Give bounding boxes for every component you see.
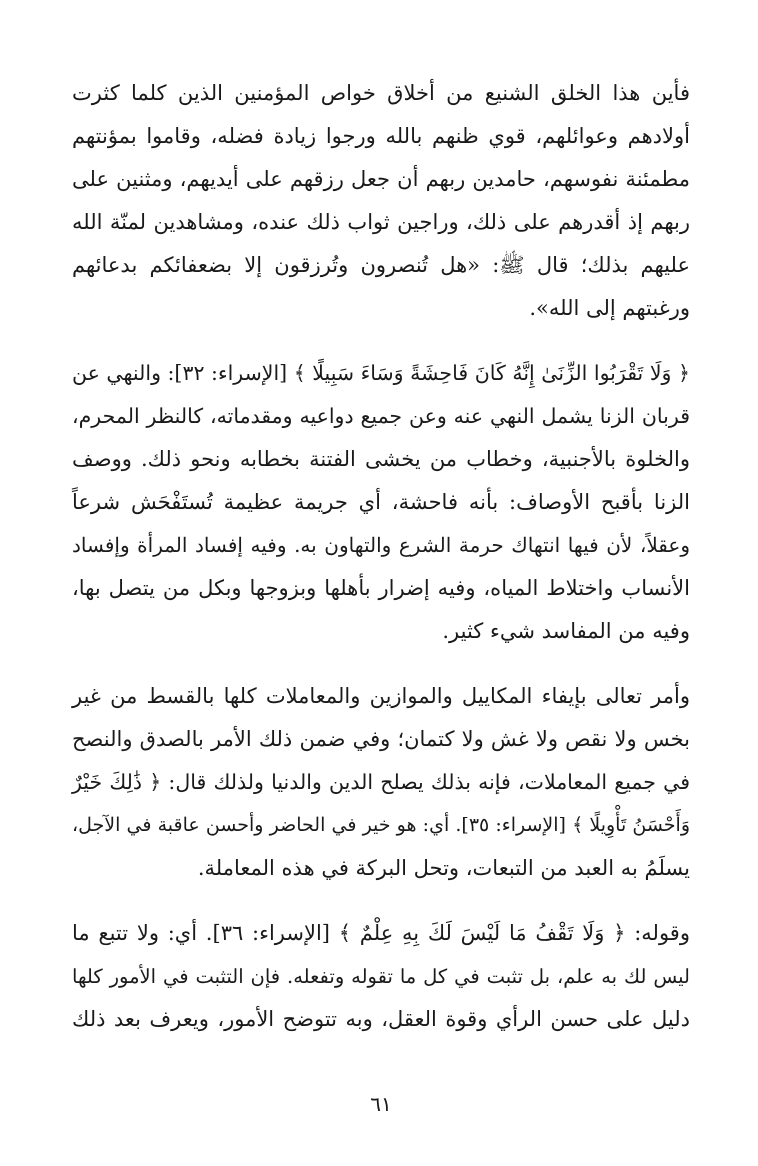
text-line: ليس لك به علم، بل تثبت في كل ما تقوله وتفعله. فإن التثبت في الأمور كلها	[72, 965, 690, 988]
text-line: الأنساب واختلاط المياه، وفيه إضرار بأهلها وبزوجها وبكل من يتصل بها،	[72, 576, 690, 600]
text-line: وعقلاً، لأن فيها انتهاك حرمة الشرع والتهاون به. وفيه إفساد المرأة وإفساد	[72, 533, 690, 557]
text-line: يسلَمُ به العبد من التبعات، وتحل البركة في هذه المعاملة.	[197, 856, 690, 880]
text-line: ﴿ وَلَا تَقْرَبُوا الزِّنَىٰ إِنَّهُ كَانَ فَاحِشَةً وَسَاءَ سَبِيلًا ﴾ [الإسراء: ٣٢]: والنهي عن	[72, 361, 690, 385]
text-line: والخلوة بالأجنبية، وخطاب من يخشى الفتنة بخطابه ونحو ذلك. ووصف	[72, 447, 690, 471]
text-line: وأمر تعالى بإيفاء المكاييل والموازين والمعاملات كلها بالقسط من غير	[72, 684, 690, 708]
paragraph-1	[72, 72, 690, 330]
paragraph-3	[72, 675, 690, 890]
page	[72, 72, 690, 1152]
text-line: بخس ولا نقص ولا غش ولا كتمان؛ وفي ضمن ذلك الأمر بالصدق والنصح	[72, 727, 690, 751]
text-line: وقوله: ﴿ وَلَا تَقْفُ مَا لَيْسَ لَكَ بِهِ عِلْمٌ ﴾ [الإسراء: ٣٦]. أي: ولا تتبع ما	[72, 921, 690, 945]
text-line: ربهم إذ أقدرهم على ذلك، وراجين ثواب ذلك عنده، ومشاهدين لمنّة الله	[72, 210, 690, 234]
text-line: قربان الزنا يشمل النهي عنه وعن جميع دواعيه ومقدماته، كالنظر المحرم،	[72, 404, 690, 428]
paragraph-2	[72, 352, 690, 653]
paragraph-4	[72, 912, 690, 1041]
text-line: فأين هذا الخلق الشنيع من أخلاق خواص المؤمنين الذين كلما كثرت	[72, 81, 690, 105]
text-line: مطمئنة نفوسهم، حامدين ربهم أن جعل رزقهم على أيديهم، ومثنين على	[72, 167, 690, 191]
page-number: ٦١	[370, 1092, 392, 1116]
text-line: أولادهم وعوائلهم، قوي ظنهم بالله ورجوا زيادة فضله، وقاموا بمؤنتهم	[72, 124, 690, 148]
text-line: وفيه من المفاسد شيء كثير.	[442, 619, 690, 643]
text-line: في جميع المعاملات، فإنه بذلك يصلح الدين والدنيا ولذلك قال: ﴿ ذَٰلِكَ خَيْرٌ	[72, 770, 690, 794]
text-line: وَأَحْسَنُ تَأْوِيلًا ﴾ [الإسراء: ٣٥]. أي: هو خير في الحاضر وأحسن عاقبة في الآجل،	[72, 814, 691, 836]
text-line: عليهم بذلك؛ قال ﷺ: «هل تُنصرون وتُرزقون إلا بضعفائكم بدعائهم	[72, 253, 690, 277]
text-line: الزنا بأقبح الأوصاف: بأنه فاحشة، أي جريمة عظيمة تُستَفْحَش شرعاً	[72, 490, 690, 514]
text-line: دليل على حسن الرأي وقوة العقل، وبه تتوضح الأمور، ويعرف بعد ذلك	[72, 1007, 690, 1031]
text-line: ورغبتهم إلى الله».	[529, 296, 690, 320]
